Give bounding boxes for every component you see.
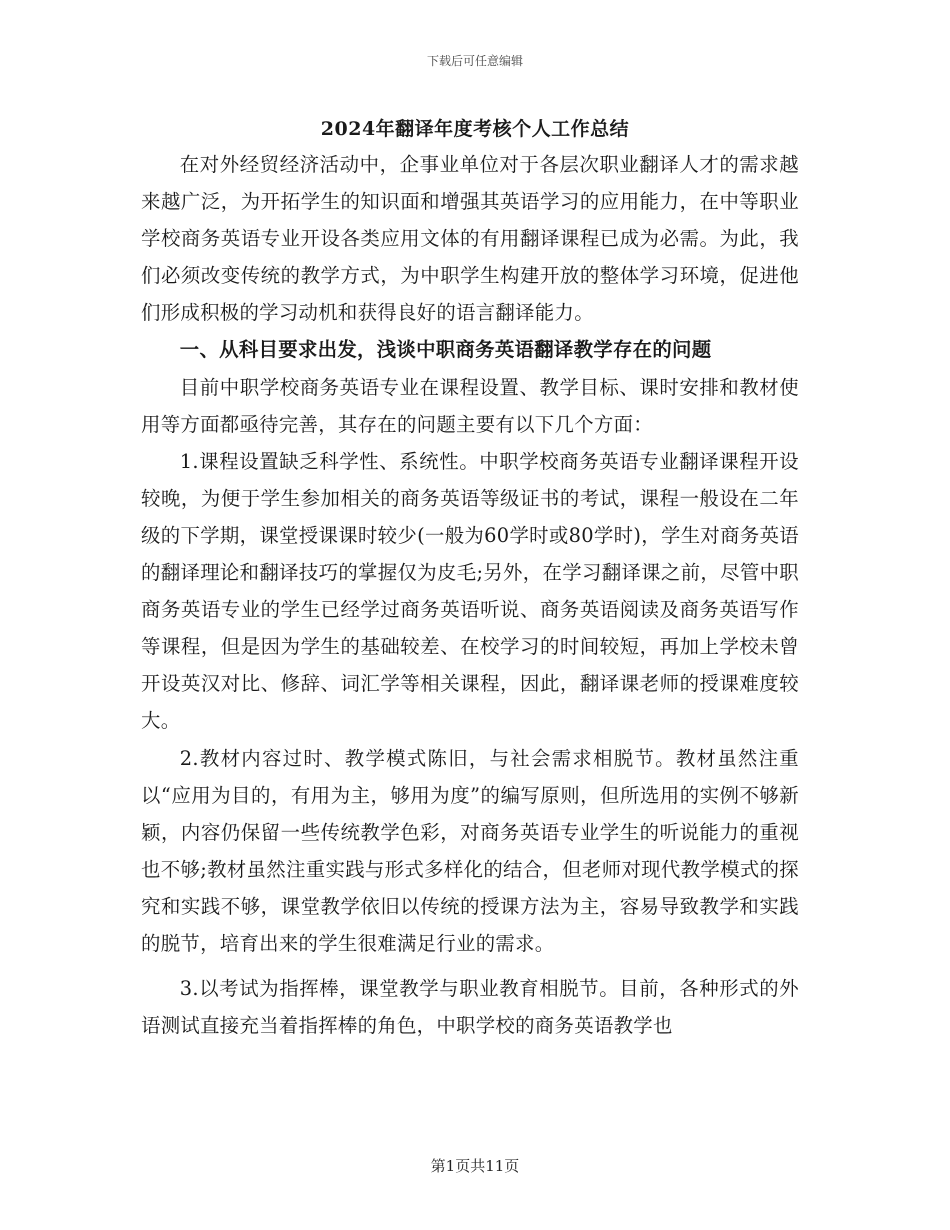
point-1-paragraph: 1.课程设置缺乏科学性、系统性。中职学校商务英语专业翻译课程开设较晚，为便于学生参加相关的商务英语等级证书的考试，课程一般设在二年级的下学期，课堂授课课时较少(一般为60学时或80学时)，学生对商务英语的翻译理论和翻译技巧的掌握仅为皮毛;另外，在学习翻译课之前，尽管中职商务英语专业的学生已经学过商务英语听说、商务英语阅读及商务英语写作等课程，但是因为学生的基础较差、在校学习的时间较短，再加上学校未曾开设英汉对比、修辞、词汇学等相关课程，因此，翻译课老师的授课难度较大。 xyxy=(141,449,799,733)
page-footer: 第1页共11页 xyxy=(430,1157,520,1175)
point-3-paragraph: 3.以考试为指挥棒，课堂教学与职业教育相脱节。目前，各种形式的外语测试直接充当着指挥棒的角色，中职学校的商务英语教学也 xyxy=(141,977,799,1038)
intro-paragraph: 在对外经贸经济活动中，企事业单位对于各层次职业翻译人才的需求越来越广泛，为开拓学生的知识面和增强其英语学习的应用能力，在中等职业学校商务英语专业开设各类应用文体的有用翻译课程已成为必需。为此，我们必须改变传统的教学方式，为中职学生构建开放的整体学习环境，促进他们形成积极的学习动机和获得良好的语言翻译能力。 xyxy=(141,153,799,325)
point-2-paragraph: 2.教材内容过时、教学模式陈旧，与社会需求相脱节。教材虽然注重以“应用为目的，有用为主，够用为度”的编写原则，但所选用的实例不够新颖，内容仍保留一些传统教学色彩，对商务英语专业学生的听说能力的重视也不够;教材虽然注重实践与形式多样化的结合，但老师对现代教学模式的探究和实践不够，课堂教学依旧以传统的授课方法为主，容易导致教学和实践的脱节，培育出来的学生很难满足行业的需求。 xyxy=(141,746,799,955)
document-title: 2024年翻译年度考核个人工作总结 xyxy=(320,118,630,140)
header-note: 下载后可任意编辑 xyxy=(426,54,523,68)
document-body xyxy=(141,146,799,1044)
section-heading: 一、从科目要求出发，浅谈中职商务英语翻译教学存在的问题 xyxy=(179,338,712,362)
section-intro-paragraph: 目前中职学校商务英语专业在课程设置、教学目标、课时安排和教材使用等方面都亟待完善，其存在的问题主要有以下几个方面： xyxy=(141,375,799,436)
